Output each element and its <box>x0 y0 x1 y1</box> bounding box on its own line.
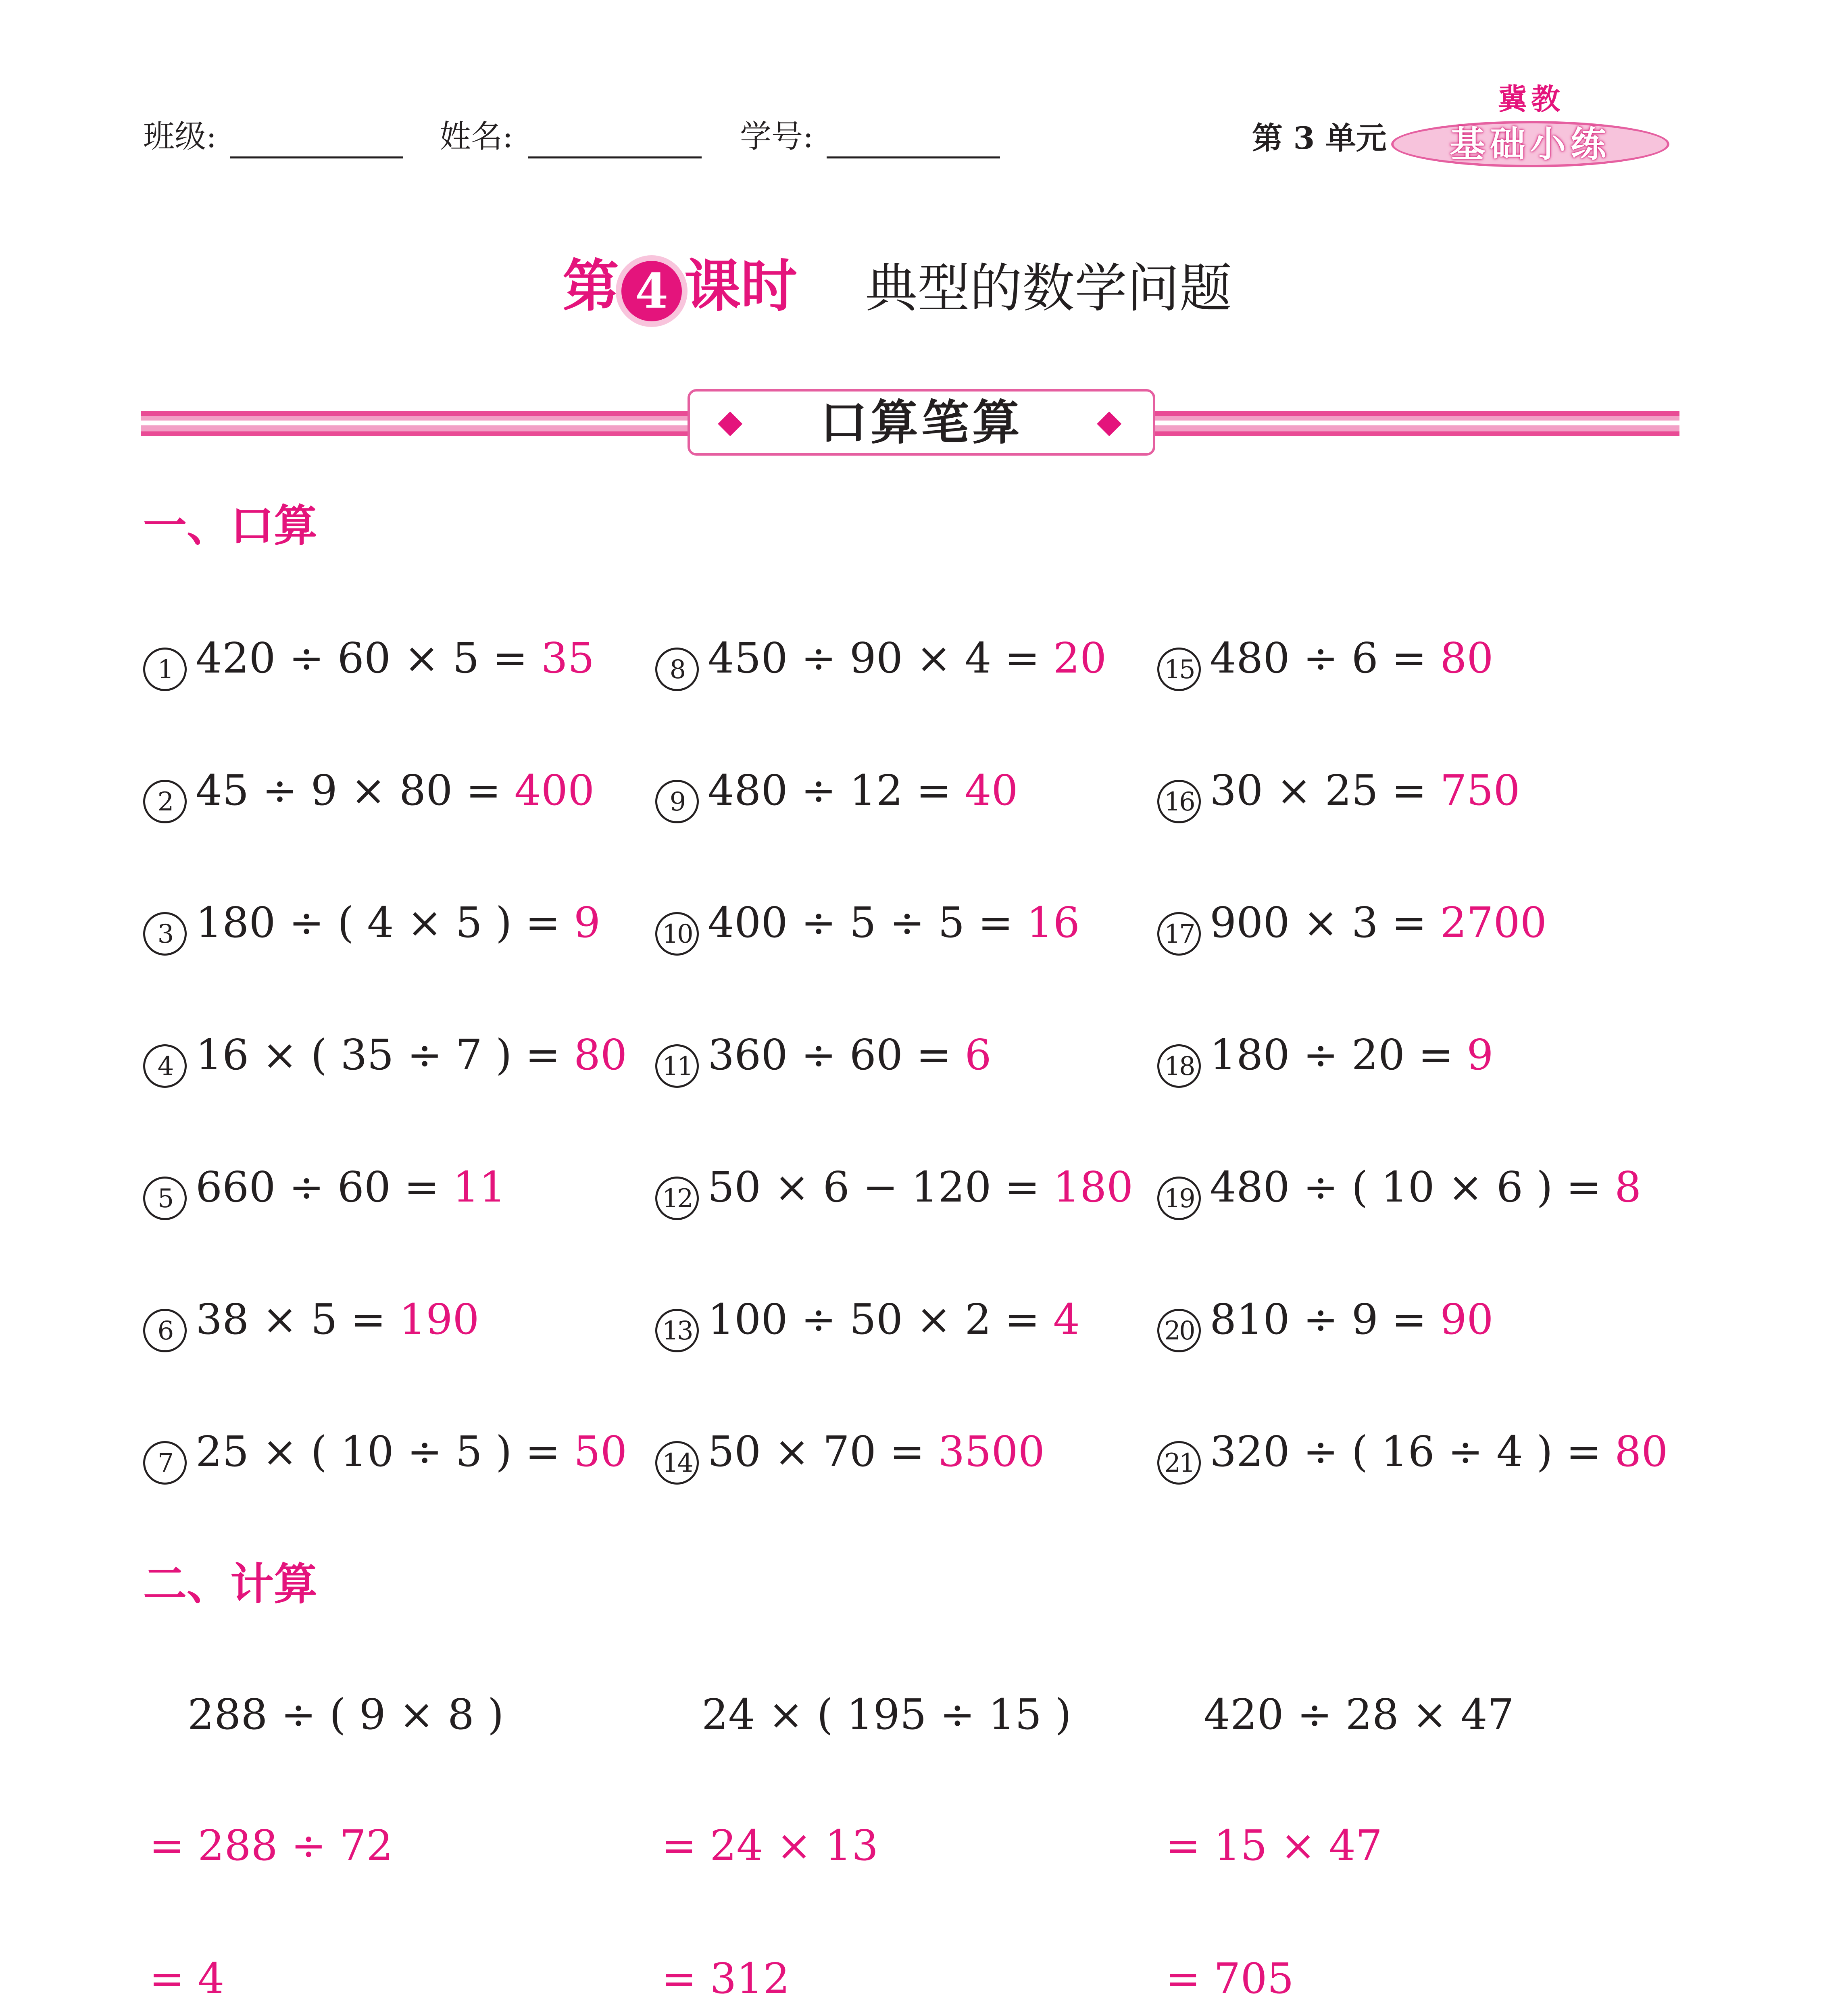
class-blank[interactable] <box>230 156 403 158</box>
problem-answer: 750 <box>1440 766 1520 815</box>
problem-answer: 3500 <box>938 1427 1045 1476</box>
problem-answer: 80 <box>1615 1427 1668 1476</box>
problem-answer: 400 <box>514 766 595 815</box>
mental-problem <box>655 766 1018 823</box>
mental-problem <box>655 1030 992 1088</box>
mental-problem <box>1157 1295 1494 1352</box>
problem-answer: 11 <box>452 1162 506 1212</box>
problem-number-badge: 8 <box>655 648 699 691</box>
problem-answer: 9 <box>573 898 601 947</box>
problem-expression: 420 ÷ 60 × 5 = <box>196 633 528 683</box>
problem-number-badge: 13 <box>655 1309 699 1352</box>
mental-problem <box>143 766 595 823</box>
problem-number-badge: 10 <box>655 912 699 956</box>
problem-number-badge: 14 <box>655 1441 699 1485</box>
problem-number-badge: 16 <box>1157 780 1201 823</box>
lesson-number-badge: 4 <box>621 261 682 321</box>
problem-answer: 4 <box>1053 1295 1080 1344</box>
calc-expression: 24 × ( 195 ÷ 15 ) <box>702 1690 1071 1739</box>
calc-expression: 420 ÷ 28 × 47 <box>1204 1690 1514 1739</box>
calc-result: = 312 <box>661 1954 790 2003</box>
calc-step: = 288 ÷ 72 <box>149 1821 393 1870</box>
mental-problem <box>143 1295 479 1352</box>
mental-problem <box>143 1427 627 1485</box>
mental-problem <box>655 898 1080 956</box>
calc-expression: 288 ÷ ( 9 × 8 ) <box>188 1690 504 1739</box>
problem-expression: 660 ÷ 60 = <box>196 1162 440 1212</box>
problem-answer: 6 <box>965 1030 992 1079</box>
problem-answer: 180 <box>1053 1162 1133 1212</box>
problem-expression: 480 ÷ 6 = <box>1210 633 1427 683</box>
banner-title: 口算笔算 <box>819 394 1023 450</box>
lesson-title: 典型的数学问题 <box>865 258 1232 319</box>
problem-expression: 900 × 3 = <box>1210 898 1427 947</box>
problem-expression: 45 ÷ 9 × 80 = <box>196 766 501 815</box>
student-id-blank[interactable] <box>827 156 1000 158</box>
mental-problem <box>1157 633 1494 691</box>
problem-number-badge: 15 <box>1157 648 1201 691</box>
problem-number-badge: 20 <box>1157 1309 1201 1352</box>
calc-result: = 4 <box>149 1954 225 2003</box>
problem-number-badge: 6 <box>143 1309 187 1352</box>
problem-number-badge: 5 <box>143 1177 187 1220</box>
mental-problem <box>1157 1030 1494 1088</box>
problem-number-badge: 1 <box>143 648 187 691</box>
mental-problem <box>143 1030 627 1088</box>
problem-answer: 8 <box>1615 1162 1642 1212</box>
problem-answer: 80 <box>1440 633 1494 683</box>
mental-problem <box>143 898 601 956</box>
problem-expression: 400 ÷ 5 ÷ 5 = <box>708 898 1013 947</box>
mental-problem <box>655 1162 1133 1220</box>
problem-answer: 20 <box>1053 633 1107 683</box>
lesson-prefix: 第 <box>563 253 619 319</box>
problem-number-badge: 19 <box>1157 1177 1201 1220</box>
unit-label: 第 3 单元 <box>1252 120 1387 156</box>
problem-expression: 480 ÷ ( 10 × 6 ) = <box>1210 1162 1601 1212</box>
problem-answer: 190 <box>399 1295 479 1344</box>
problem-answer: 2700 <box>1440 898 1547 947</box>
problem-expression: 25 × ( 10 ÷ 5 ) = <box>196 1427 560 1476</box>
publisher-label: 冀教 <box>1498 82 1565 116</box>
mental-problem <box>1157 1427 1668 1485</box>
class-label: 班级: <box>143 119 217 155</box>
diamond-icon: ◆ <box>718 402 743 440</box>
problem-number-badge: 11 <box>655 1044 699 1088</box>
name-label: 姓名: <box>440 119 513 155</box>
problem-answer: 80 <box>573 1030 627 1079</box>
book-title: 基础小练 <box>1449 123 1611 165</box>
mental-problem <box>655 1295 1080 1352</box>
problem-expression: 810 ÷ 9 = <box>1210 1295 1427 1344</box>
mental-problem <box>143 1162 506 1220</box>
mental-problem <box>1157 766 1520 823</box>
problem-answer: 35 <box>541 633 595 683</box>
mental-problem <box>1157 898 1547 956</box>
problem-expression: 360 ÷ 60 = <box>708 1030 952 1079</box>
problem-number-badge: 9 <box>655 780 699 823</box>
problem-number-badge: 21 <box>1157 1441 1201 1485</box>
student-id-label: 学号: <box>740 119 814 155</box>
lesson-suffix: 课时 <box>684 253 798 319</box>
problem-number-badge: 7 <box>143 1441 187 1485</box>
problem-expression: 180 ÷ ( 4 × 5 ) = <box>196 898 560 947</box>
problem-expression: 100 ÷ 50 × 2 = <box>708 1295 1040 1344</box>
problem-expression: 450 ÷ 90 × 4 = <box>708 633 1040 683</box>
problem-expression: 50 × 6 − 120 = <box>708 1162 1040 1212</box>
problem-number-badge: 4 <box>143 1044 187 1088</box>
problem-expression: 180 ÷ 20 = <box>1210 1030 1454 1079</box>
problem-number-badge: 18 <box>1157 1044 1201 1088</box>
problem-expression: 320 ÷ ( 16 ÷ 4 ) = <box>1210 1427 1601 1476</box>
problem-answer: 90 <box>1440 1295 1494 1344</box>
problem-answer: 16 <box>1026 898 1080 947</box>
problem-answer: 50 <box>573 1427 627 1476</box>
problem-expression: 38 × 5 = <box>196 1295 386 1344</box>
problem-expression: 480 ÷ 12 = <box>708 766 952 815</box>
section-heading-calculation: 二、计算 <box>143 1559 318 1610</box>
mental-problem <box>655 633 1107 691</box>
calc-result: = 705 <box>1165 1954 1294 2003</box>
problem-number-badge: 12 <box>655 1177 699 1220</box>
calc-step: = 24 × 13 <box>661 1821 879 1870</box>
section-heading-mental-math: 一、口算 <box>143 500 318 551</box>
name-blank[interactable] <box>528 156 702 158</box>
mental-problem <box>1157 1162 1642 1220</box>
problem-answer: 9 <box>1467 1030 1494 1079</box>
problem-expression: 30 × 25 = <box>1210 766 1427 815</box>
calc-step: = 15 × 47 <box>1165 1821 1383 1870</box>
mental-problem <box>143 633 595 691</box>
diamond-icon: ◆ <box>1097 402 1122 440</box>
mental-problem <box>655 1427 1045 1485</box>
problem-number-badge: 3 <box>143 912 187 956</box>
problem-expression: 16 × ( 35 ÷ 7 ) = <box>196 1030 560 1079</box>
problem-answer: 40 <box>965 766 1018 815</box>
problem-number-badge: 17 <box>1157 912 1201 956</box>
problem-number-badge: 2 <box>143 780 187 823</box>
problem-expression: 50 × 70 = <box>708 1427 925 1476</box>
lesson-heading <box>563 253 798 321</box>
